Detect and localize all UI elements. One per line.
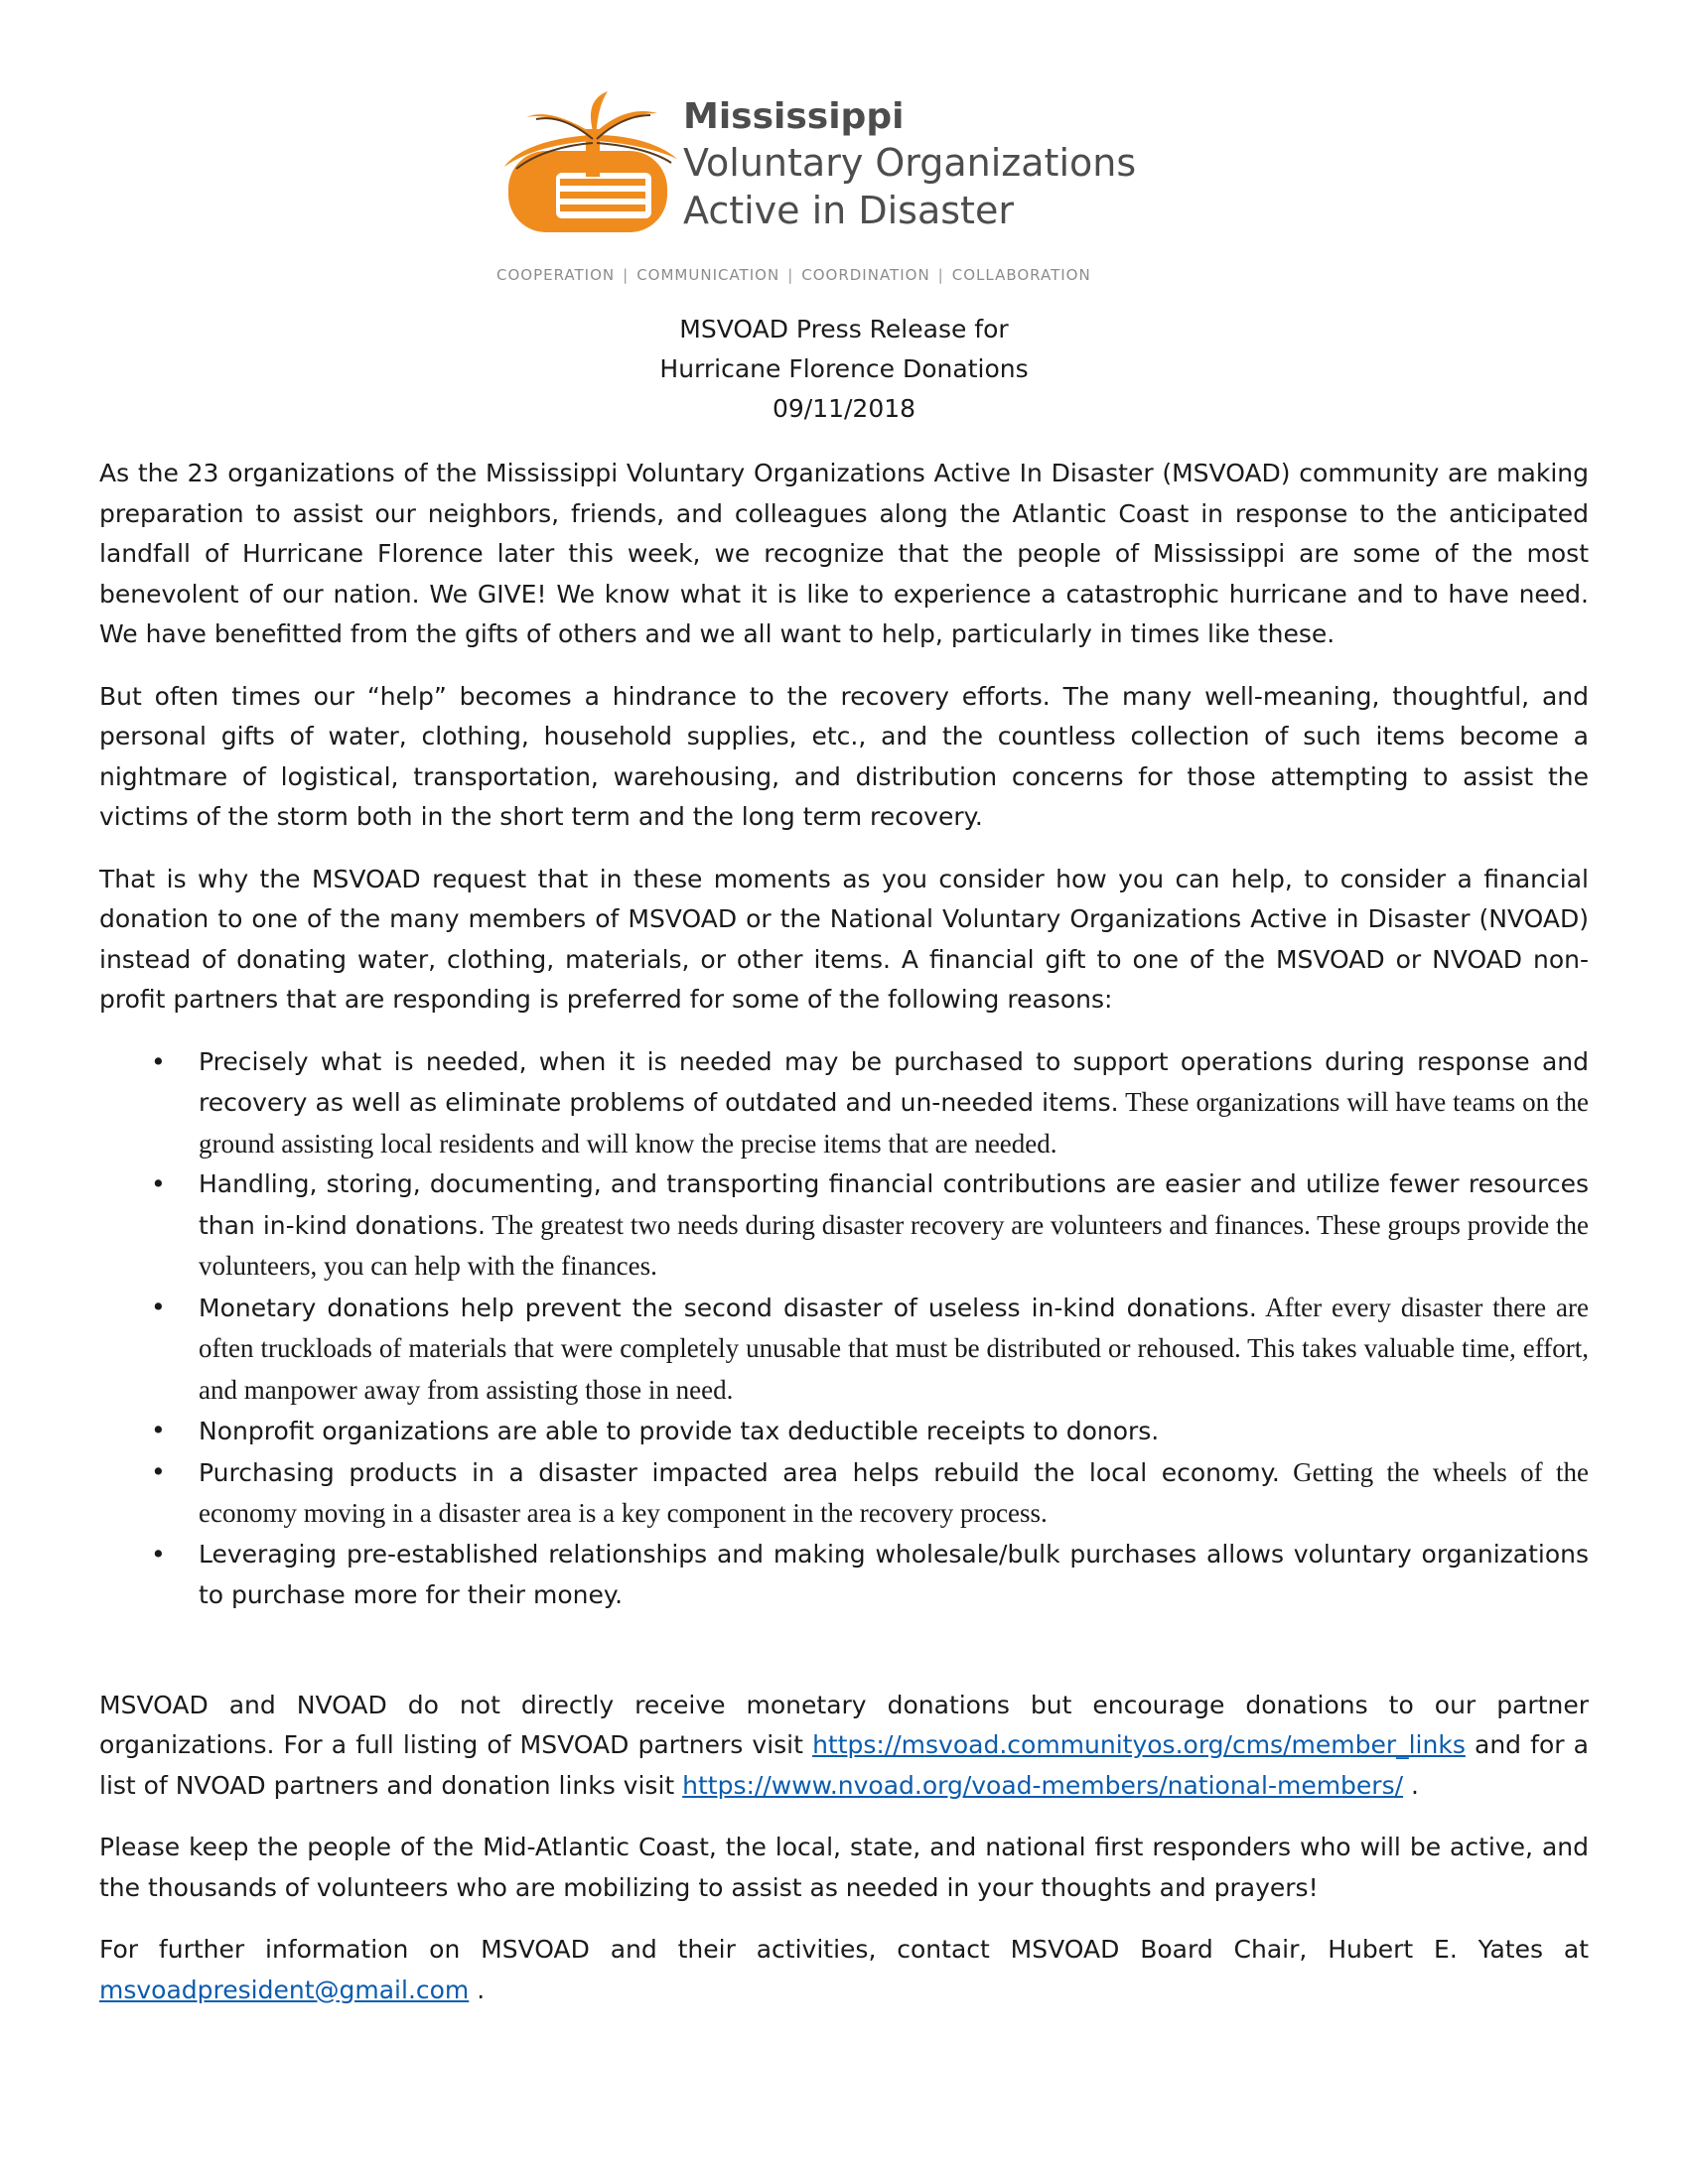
bullet-text-extra: Getting the wheels of the economy moving in a disaster area is a key component in the recovery process. — [199, 1456, 1589, 1528]
paragraph-intro: As the 23 organizations of the Mississippi Voluntary Organizations Active In Disaster (MSVOAD) community are making preparation to assist our neighbors, friends, and colleagues along the Atlantic Coast in response to the anticipated landfall of Hurricane Florence later this week, we recognize that the people of Mississippi are some of the most benevolent of our nation. We GIVE! We know what it is like to experience a catastrophic hurricane and to have need. We have benefitted from the gifts of others and we all want to help, particularly in times like these. — [99, 459, 1589, 648]
list-item — [99, 1452, 1589, 1535]
bullet-icon: • — [151, 1046, 166, 1076]
logo-line-3: Active in Disaster — [683, 189, 1014, 232]
bullet-text-extra: After every disaster there are often truckloads of materials that were completely unusable that must be distributed or rehoused. This takes valuable time, effort, and manpower away from assisting those in need. — [199, 1292, 1589, 1405]
list-item — [99, 1164, 1589, 1288]
tagline-word: COMMUNICATION — [636, 266, 780, 284]
list-item — [99, 1288, 1589, 1412]
bullet-text-extra: The greatest two needs during disaster recovery are volunteers and finances. These groups provide the volunteers, you can help with the finances. — [199, 1209, 1590, 1281]
msvoad-members-link[interactable]: https://msvoad.communityos.org/cms/member_links — [812, 1730, 1466, 1759]
bullet-text-extra: These organizations will have teams on the ground assisting local residents and will know the precise items that are needed. — [199, 1087, 1589, 1159]
nvoad-members-link[interactable]: https://www.nvoad.org/voad-members/national-members/ — [682, 1770, 1404, 1800]
bullet-text: Purchasing products in a disaster impacted area helps rebuild the local economy. — [199, 1457, 1280, 1487]
paragraph-contact — [99, 1930, 1589, 2010]
heading-line-1: MSVOAD Press Release for — [679, 315, 1009, 343]
bullet-icon: • — [151, 1416, 166, 1444]
msvoad-logo-icon — [496, 89, 695, 238]
logo-tagline: COOPERATION | COMMUNICATION | COORDINATION | COLLABORATION — [496, 266, 1091, 284]
paragraph-donations — [99, 1686, 1589, 1807]
bullet-icon: • — [151, 1539, 166, 1569]
reasons-list — [99, 1042, 1589, 1616]
bullet-icon: • — [151, 1169, 166, 1198]
email-link[interactable]: msvoadpresident@gmail.com — [99, 1975, 470, 2004]
bullet-text: Handling, storing, documenting, and transporting financial contributions are easier and utilize fewer resources than in-kind donations. — [199, 1169, 1589, 1240]
bullet-icon: • — [151, 1456, 166, 1486]
bullet-text: Monetary donations help prevent the second disaster of useless in-kind donations. — [199, 1293, 1257, 1322]
donations-text-3: . — [1403, 1770, 1419, 1800]
press-release-heading — [0, 310, 1688, 429]
tagline-word: COORDINATION — [801, 266, 930, 284]
list-item — [99, 1042, 1589, 1165]
msvoad-logo — [496, 89, 1211, 293]
paragraph-hindrance: But often times our “help” becomes a hindrance to the recovery efforts. The many well-meaning, thoughtful, and personal gifts of water, clothing, household supplies, etc., and the countless collection of such items become a nightmare of logistical, transportation, warehousing, and distribution concerns for those attempting to assist the victims of the storm both in the short term and the long term recovery. — [99, 681, 1589, 831]
bullet-text: Nonprofit organizations are able to provide tax deductible receipts to donors. — [199, 1417, 1160, 1445]
logo-line-1: Mississippi — [683, 96, 905, 137]
heading-line-2: Hurricane Florence Donations — [659, 354, 1029, 383]
bullet-text: Leveraging pre-established relationships and making wholesale/bulk purchases allows voluntary organizations to purchase more for their money. — [199, 1539, 1589, 1609]
donations-text-1: MSVOAD and NVOAD do not directly receive monetary donations but encourage donations to our partner organizations. For a full listing of MSVOAD partners visit — [99, 1690, 1589, 1759]
tagline-word: COOPERATION — [496, 266, 616, 284]
logo-line-2: Voluntary Organizations — [683, 141, 1137, 185]
contact-text: For further information on MSVOAD and their activities, contact MSVOAD Board Chair, Hubert E. Yates at — [99, 1935, 1589, 1964]
logo-text — [683, 95, 1136, 234]
list-item — [99, 1535, 1589, 1616]
bullet-text: Precisely what is needed, when it is needed may be purchased to support operations during response and recovery as well as eliminate problems of outdated and un-needed items. — [199, 1046, 1589, 1117]
press-release-body — [99, 454, 1589, 2032]
bullet-icon: • — [151, 1292, 166, 1321]
paragraph-prayers: Please keep the people of the Mid-Atlantic Coast, the local, state, and national first responders who will be active, and the thousands of volunteers who are mobilizing to assist as needed in your thoughts and prayers! — [99, 1833, 1589, 1902]
contact-end: . — [469, 1975, 486, 2004]
paragraph-request: That is why the MSVOAD request that in these moments as you consider how you can help, to consider a financial donation to one of the many members of MSVOAD or the National Voluntary Organizations Active in Disaster (NVOAD) instead of donating water, clothing, materials, or other items. A financial gift to one of the MSVOAD or NVOAD non-profit partners that are responding is preferred for some of the following reasons: — [99, 864, 1589, 1014]
tagline-word: COLLABORATION — [951, 266, 1091, 284]
heading-date: 09/11/2018 — [772, 394, 916, 423]
donations-text-2: and for a list of NVOAD partners and donation links visit — [99, 1730, 1589, 1800]
list-item — [99, 1411, 1589, 1452]
